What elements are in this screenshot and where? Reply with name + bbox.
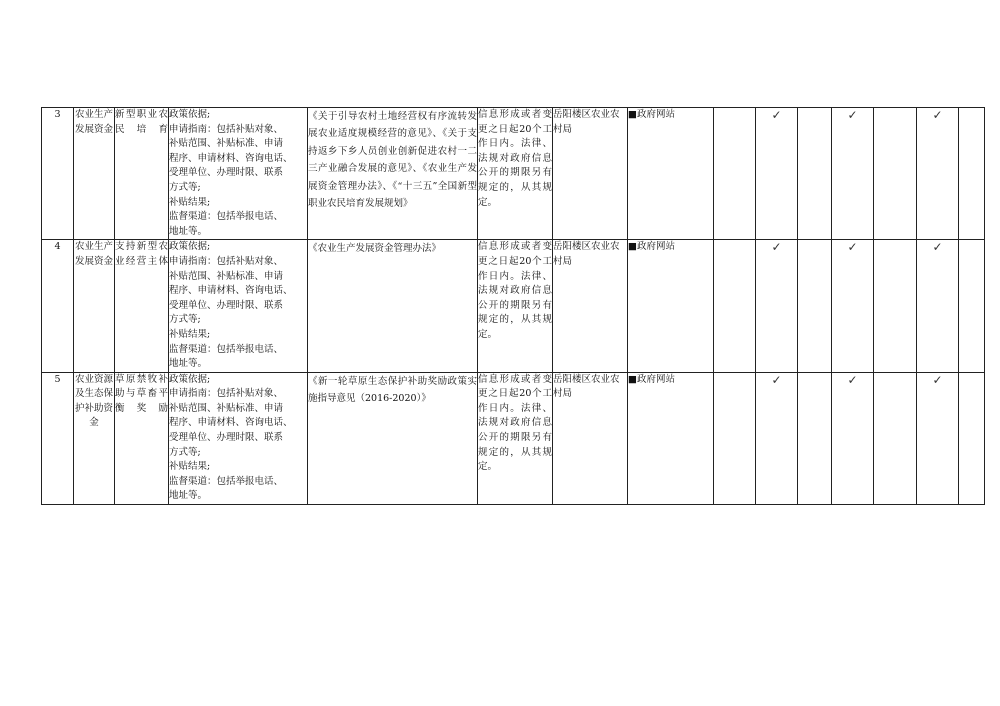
check-cell <box>959 240 985 372</box>
content-line: 补贴范围、补贴标准、申请 <box>169 270 284 282</box>
check-cell <box>714 108 756 240</box>
disclosure-channel: ■政府网站 <box>628 372 714 504</box>
fund-category: 农业资源及生态保护补助资金 <box>74 372 115 504</box>
content-line: 政策依据; <box>169 241 211 253</box>
check-mark-icon: ✓ <box>917 108 959 240</box>
check-mark-icon: ✓ <box>756 240 798 372</box>
content-line: 补贴范围、补贴标准、申请 <box>169 138 284 150</box>
check-cell <box>714 372 756 504</box>
content-line: 监督渠道：包括举报电话、 <box>169 343 284 355</box>
content-line: 方式等; <box>169 446 201 458</box>
check-cell <box>798 240 832 372</box>
check-cell <box>798 372 832 504</box>
content-line: 受理单位、办理时限、联系 <box>169 299 284 311</box>
subsidy-disclosure-table <box>41 107 985 505</box>
content-line: 补贴范围、补贴标准、申请 <box>169 402 284 414</box>
content-line: 方式等; <box>169 314 201 326</box>
content-line: 申请指南：包括补贴对象、 <box>169 255 284 267</box>
responsible-agency: 岳阳楼区农业农村局 <box>553 372 628 504</box>
policy-basis: 《新一轮草原生态保护补助奖励政策实施指导意见（2016-2020）》 <box>308 372 478 504</box>
content-line: 政策依据; <box>169 373 211 385</box>
content-line: 程序、申请材料、咨询电话、 <box>169 417 293 429</box>
row-number: 4 <box>42 240 74 372</box>
content-line: 程序、申请材料、咨询电话、 <box>169 285 293 297</box>
content-line: 方式等; <box>169 181 201 193</box>
item-name: 新型职业农民培育 <box>115 108 169 240</box>
row-number: 5 <box>42 372 74 504</box>
content-line: 监督渠道：包括举报电话、 <box>169 211 284 223</box>
disclosure-content <box>169 108 308 240</box>
fund-category: 农业生产发展资金 <box>74 240 115 372</box>
check-mark-icon: ✓ <box>832 240 874 372</box>
check-mark-icon: ✓ <box>917 240 959 372</box>
check-cell <box>959 372 985 504</box>
content-line: 申请指南：包括补贴对象、 <box>169 388 284 400</box>
responsible-agency: 岳阳楼区农业农村局 <box>553 240 628 372</box>
disclosure-channel: ■政府网站 <box>628 240 714 372</box>
item-name: 支持新型农业经营主体 <box>115 240 169 372</box>
check-cell <box>798 108 832 240</box>
content-line: 监督渠道：包括举报电话、 <box>169 475 284 487</box>
content-line: 地址等。 <box>169 225 208 237</box>
content-line: 政策依据; <box>169 109 211 120</box>
responsible-agency: 岳阳楼区农业农村局 <box>553 108 628 240</box>
table-row <box>42 240 985 372</box>
check-cell <box>959 108 985 240</box>
check-mark-icon: ✓ <box>917 372 959 504</box>
content-line: 受理单位、办理时限、联系 <box>169 432 284 444</box>
content-line: 程序、申请材料、咨询电话、 <box>169 152 293 164</box>
content-line: 补贴结果; <box>169 196 211 208</box>
check-mark-icon: ✓ <box>756 108 798 240</box>
check-mark-icon: ✓ <box>832 372 874 504</box>
disclosure-period: 信息形成或者变更之日起20个工作日内。法律、法规对政府信息公开的期限另有规定的，从其规定。 <box>478 108 553 240</box>
content-line: 受理单位、办理时限、联系 <box>169 167 284 179</box>
table-row <box>42 108 985 240</box>
check-cell <box>714 240 756 372</box>
check-cell <box>874 240 917 372</box>
policy-basis: 《农业生产发展资金管理办法》 <box>308 240 478 372</box>
disclosure-content <box>169 372 308 504</box>
row-number: 3 <box>42 108 74 240</box>
fund-category: 农业生产发展资金 <box>74 108 115 240</box>
content-line: 申请指南：包括补贴对象、 <box>169 123 284 135</box>
check-mark-icon: ✓ <box>832 108 874 240</box>
disclosure-content <box>169 240 308 372</box>
check-cell <box>874 372 917 504</box>
content-line: 补贴结果; <box>169 328 211 340</box>
content-line: 地址等。 <box>169 358 208 370</box>
table-row <box>42 372 985 504</box>
disclosure-channel: ■政府网站 <box>628 108 714 240</box>
content-line: 补贴结果; <box>169 461 211 473</box>
check-mark-icon: ✓ <box>756 372 798 504</box>
disclosure-period: 信息形成或者变更之日起20个工作日内。法律、法规对政府信息公开的期限另有规定的，从其规定。 <box>478 372 553 504</box>
disclosure-period: 信息形成或者变更之日起20个工作日内。法律、法规对政府信息公开的期限另有规定的，从其规定。 <box>478 240 553 372</box>
check-cell <box>874 108 917 240</box>
item-name: 草原禁牧补助与草畜平衡奖励 <box>115 372 169 504</box>
policy-basis: 《关于引导农村土地经营权有序流转发展农业适度规模经营的意见》、《关于支持返乡下乡人员创业创新促进农村一二三产业融合发展的意见》、《农业生产发展资金管理办法》、《“十三五”全国新型职业农民培育发展规划》 <box>308 108 478 240</box>
content-line: 地址等。 <box>169 490 208 502</box>
